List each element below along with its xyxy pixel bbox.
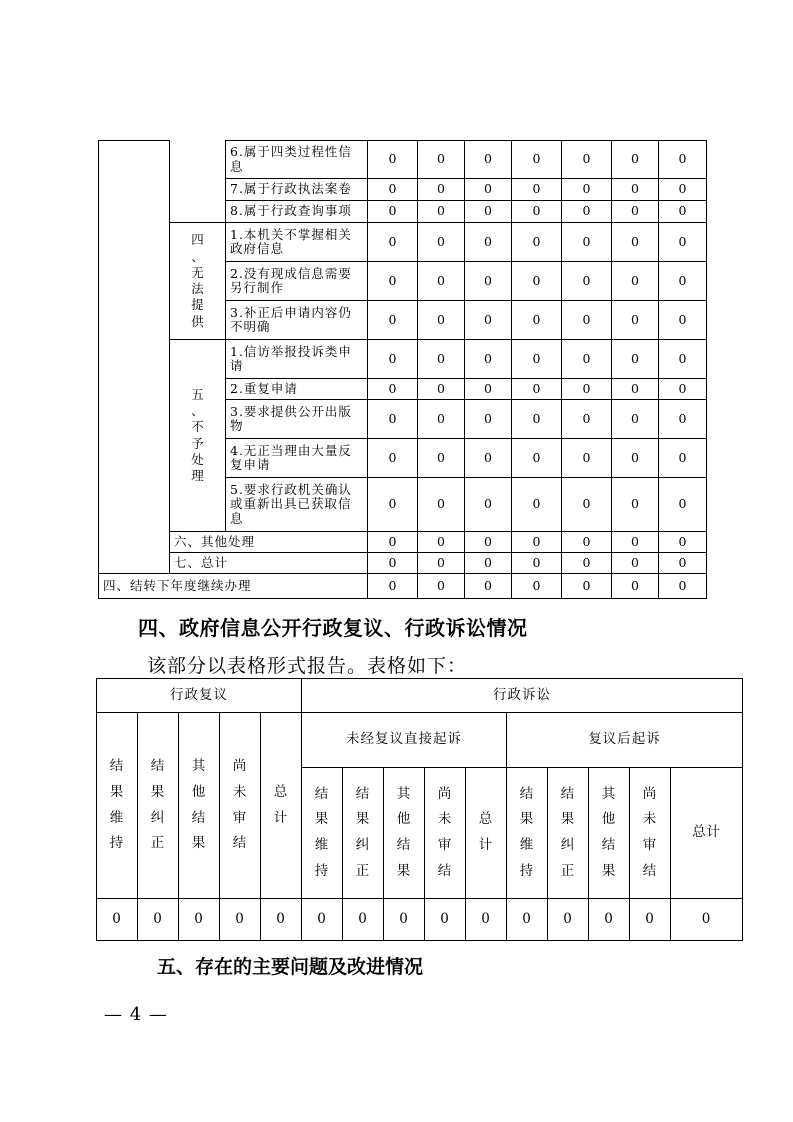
row-value: 0 <box>562 478 612 532</box>
value-cell: 0 <box>548 899 589 941</box>
row-value: 0 <box>368 439 418 478</box>
row-value: 0 <box>612 574 659 599</box>
row-value: 0 <box>612 179 659 201</box>
col-pending: 尚 未 审 结 <box>425 768 466 899</box>
value-cell: 0 <box>343 899 384 941</box>
outer-category-cell <box>99 141 170 574</box>
row-value: 0 <box>612 400 659 439</box>
group5-cell: 五 、 不 予 处 理 <box>170 340 226 532</box>
col-other: 其 他 结 果 <box>179 713 220 899</box>
row-value: 0 <box>659 201 707 223</box>
row-value: 0 <box>368 478 418 532</box>
row-value: 0 <box>562 400 612 439</box>
row-value: 0 <box>465 400 512 439</box>
row-value: 0 <box>562 262 612 301</box>
section4-paragraph: 该部分以表格形式报告。表格如下： <box>147 655 468 677</box>
row-value: 0 <box>418 201 465 223</box>
row-label: 四、结转下年度继续办理 <box>99 574 368 599</box>
col-total: 总 计 <box>261 713 302 899</box>
row-value: 0 <box>465 201 512 223</box>
row-value: 0 <box>562 301 612 340</box>
row-value: 0 <box>512 532 562 553</box>
value-cell: 0 <box>507 899 548 941</box>
row-value: 0 <box>659 340 707 379</box>
row-value: 0 <box>612 439 659 478</box>
value-cell: 0 <box>425 899 466 941</box>
row-value: 0 <box>562 179 612 201</box>
col-total: 总计 <box>671 768 743 899</box>
disposal-table-continued <box>98 140 707 599</box>
row-value: 0 <box>368 553 418 574</box>
section4-heading: 四、政府信息公开行政复议、行政诉讼情况 <box>138 616 528 640</box>
row-value: 0 <box>612 301 659 340</box>
row-value: 0 <box>659 301 707 340</box>
row-value: 0 <box>465 439 512 478</box>
row-value: 0 <box>562 223 612 262</box>
row-value: 0 <box>659 400 707 439</box>
row-value: 0 <box>465 478 512 532</box>
row-value: 0 <box>562 340 612 379</box>
row-value: 0 <box>512 574 562 599</box>
row-label: 6.属于四类过程性信息 <box>226 141 368 179</box>
value-cell: 0 <box>97 899 138 941</box>
row-value: 0 <box>562 574 612 599</box>
value-cell: 0 <box>589 899 630 941</box>
row-value: 0 <box>659 141 707 179</box>
row-value: 0 <box>512 340 562 379</box>
row-value: 0 <box>612 201 659 223</box>
row-value: 0 <box>418 553 465 574</box>
col-maintain: 结 果 维 持 <box>97 713 138 899</box>
col-maintain: 结 果 维 持 <box>507 768 548 899</box>
value-cell: 0 <box>630 899 671 941</box>
row-value: 0 <box>612 223 659 262</box>
row-value: 0 <box>562 141 612 179</box>
row-value: 0 <box>612 262 659 301</box>
row-value: 0 <box>368 223 418 262</box>
row-label: 1.本机关不掌握相关政府信息 <box>226 223 368 262</box>
row-value: 0 <box>512 201 562 223</box>
row-value: 0 <box>659 439 707 478</box>
value-cell: 0 <box>261 899 302 941</box>
row-value: 0 <box>465 141 512 179</box>
row-value: 0 <box>418 340 465 379</box>
row-value: 0 <box>418 262 465 301</box>
row-label: 2.重复申请 <box>226 379 368 400</box>
row-value: 0 <box>368 141 418 179</box>
row-value: 0 <box>465 301 512 340</box>
row-label: 3.补正后申请内容仍不明确 <box>226 301 368 340</box>
litigation-header: 行政诉讼 <box>302 679 743 713</box>
row-value: 0 <box>465 553 512 574</box>
review-header: 行政复议 <box>97 679 302 713</box>
row-value: 0 <box>418 179 465 201</box>
row-value: 0 <box>368 179 418 201</box>
row-value: 0 <box>659 179 707 201</box>
col-correct: 结 果 纠 正 <box>548 768 589 899</box>
row-label: 4.无正当理由大量反复申请 <box>226 439 368 478</box>
section5-heading: 五、存在的主要问题及改进情况 <box>157 956 424 978</box>
after-review-header: 复议后起诉 <box>507 713 743 768</box>
row-label: 1.信访举报投诉类申请 <box>226 340 368 379</box>
col-correct: 结 果 纠 正 <box>343 768 384 899</box>
col-maintain: 结 果 维 持 <box>302 768 343 899</box>
row-value: 0 <box>418 574 465 599</box>
row-value: 0 <box>465 574 512 599</box>
row-label: 六、其他处理 <box>170 532 368 553</box>
row-value: 0 <box>512 379 562 400</box>
row-value: 0 <box>512 439 562 478</box>
row-value: 0 <box>512 179 562 201</box>
row-value: 0 <box>418 532 465 553</box>
row-value: 0 <box>465 532 512 553</box>
row-value: 0 <box>418 301 465 340</box>
row-label: 7.属于行政执法案卷 <box>226 179 368 201</box>
row-value: 0 <box>512 262 562 301</box>
col-total: 总 计 <box>466 768 507 899</box>
row-value: 0 <box>368 400 418 439</box>
row-value: 0 <box>512 400 562 439</box>
row-value: 0 <box>512 478 562 532</box>
row-value: 0 <box>368 340 418 379</box>
group4-cell: 四 、 无 法 提 供 <box>170 223 226 340</box>
row-label: 5.要求行政机关确认或重新出具已获取信息 <box>226 478 368 532</box>
row-label: 3.要求提供公开出版物 <box>226 400 368 439</box>
col-pending: 尚 未 审 结 <box>630 768 671 899</box>
row-value: 0 <box>368 532 418 553</box>
row-value: 0 <box>659 532 707 553</box>
row-value: 0 <box>659 223 707 262</box>
row-value: 0 <box>418 223 465 262</box>
row-value: 0 <box>612 340 659 379</box>
review-litigation-table <box>96 678 743 941</box>
row-value: 0 <box>612 141 659 179</box>
row-value: 0 <box>512 223 562 262</box>
row-value: 0 <box>562 439 612 478</box>
value-cell: 0 <box>384 899 425 941</box>
value-cell: 0 <box>220 899 261 941</box>
row-value: 0 <box>465 379 512 400</box>
col-correct: 结 果 纠 正 <box>138 713 179 899</box>
row-value: 0 <box>659 553 707 574</box>
row-value: 0 <box>659 478 707 532</box>
row-value: 0 <box>562 379 612 400</box>
row-value: 0 <box>562 553 612 574</box>
row-label: 七、总计 <box>170 553 368 574</box>
row-value: 0 <box>512 553 562 574</box>
row-value: 0 <box>418 141 465 179</box>
value-cell: 0 <box>179 899 220 941</box>
row-value: 0 <box>659 574 707 599</box>
col-pending: 尚 未 审 结 <box>220 713 261 899</box>
row-value: 0 <box>512 141 562 179</box>
row-value: 0 <box>368 574 418 599</box>
row-value: 0 <box>465 340 512 379</box>
row-value: 0 <box>562 201 612 223</box>
row-label: 2.没有现成信息需要另行制作 <box>226 262 368 301</box>
value-cell: 0 <box>466 899 507 941</box>
row-value: 0 <box>562 532 612 553</box>
col-other: 其 他 结 果 <box>589 768 630 899</box>
value-cell: 0 <box>138 899 179 941</box>
row-label: 8.属于行政查询事项 <box>226 201 368 223</box>
row-value: 0 <box>512 301 562 340</box>
direct-suit-header: 未经复议直接起诉 <box>302 713 507 768</box>
row-value: 0 <box>418 379 465 400</box>
page-number: — 4 — <box>104 1004 168 1025</box>
row-value: 0 <box>612 532 659 553</box>
row-value: 0 <box>368 301 418 340</box>
row-value: 0 <box>465 179 512 201</box>
row-value: 0 <box>612 379 659 400</box>
row-value: 0 <box>418 400 465 439</box>
col-other: 其 他 结 果 <box>384 768 425 899</box>
row-value: 0 <box>368 262 418 301</box>
row-value: 0 <box>418 439 465 478</box>
row-value: 0 <box>612 478 659 532</box>
row-value: 0 <box>418 478 465 532</box>
row-value: 0 <box>612 553 659 574</box>
row-value: 0 <box>465 262 512 301</box>
row-value: 0 <box>368 201 418 223</box>
row-value: 0 <box>659 379 707 400</box>
value-cell: 0 <box>302 899 343 941</box>
row-value: 0 <box>368 379 418 400</box>
group3-cell <box>170 141 226 223</box>
value-cell: 0 <box>671 899 743 941</box>
row-value: 0 <box>659 262 707 301</box>
row-value: 0 <box>465 223 512 262</box>
